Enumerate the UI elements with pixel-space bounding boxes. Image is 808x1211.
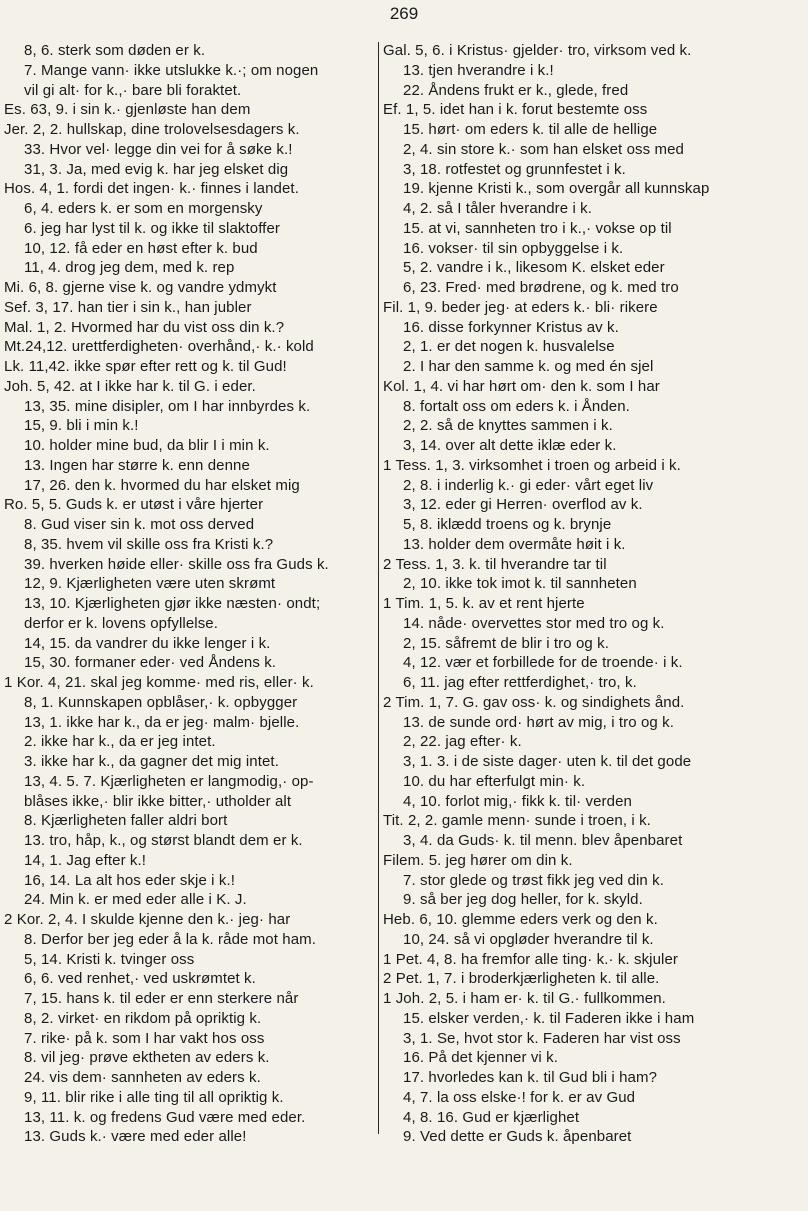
concordance-line: Lk. 11,42. ikke spør efter rett og k. til Gud! xyxy=(4,358,287,375)
concordance-line: Mi. 6, 8. gjerne vise k. og vandre ydmykt xyxy=(4,279,277,296)
concordance-line: 24. vis dem· sannheten av eders k. xyxy=(24,1069,261,1086)
concordance-line: 19. kjenne Kristi k., som overgår all kunnskap xyxy=(403,180,710,198)
concordance-line: 33. Hvor vel· legge din vei for å søke k.! xyxy=(24,140,293,158)
concordance-line: 6, 6. ved renhet,· ved uskrømtet k. xyxy=(24,970,256,988)
concordance-line: 16. disse forkynner Kristus av k. xyxy=(403,318,619,336)
concordance-line: 17, 26. den k. hvormed du har elsket mig xyxy=(24,476,300,494)
concordance-line: 8. Kjærligheten faller aldri bort xyxy=(24,812,228,830)
concordance-line: 15. at vi, sannheten tro i k.,· vokse op til xyxy=(403,219,672,237)
concordance-line: 6, 23. Fred· med brødrene, og k. med tro xyxy=(403,279,679,296)
concordance-line: Ef. 1, 5. idet han i k. forut bestemte oss xyxy=(383,101,648,119)
concordance-line: 4, 12. vær et forbillede for de troende· i k. xyxy=(403,654,683,672)
concordance-line: 7. stor glede og trøst fikk jeg ved din k. xyxy=(403,871,664,889)
concordance-line: 8, 2. virket· en rikdom på opriktig k. xyxy=(24,1009,262,1027)
concordance-line: 2, 1. er det nogen k. husvalelse xyxy=(403,338,615,356)
concordance-line: 13. tjen hverandre i k.! xyxy=(403,61,554,79)
concordance-line: 5, 8. iklædd troens og k. brynje xyxy=(403,516,612,533)
concordance-line: 8. vil jeg· prøve ektheten av eders k. xyxy=(24,1049,270,1067)
concordance-line: 15. hørt· om eders k. til alle de hellige xyxy=(403,121,658,138)
concordance-line: 31, 3. Ja, med evig k. har jeg elsket dig xyxy=(24,160,289,178)
concordance-line: 16. På det kjenner vi k. xyxy=(403,1049,558,1067)
concordance-line: 8, 1. Kunnskapen opblåser,· k. opbygger xyxy=(24,693,298,711)
concordance-line: 2. ikke har k., da er jeg intet. xyxy=(24,733,216,751)
concordance-line: 13. holder dem overmåte høit i k. xyxy=(403,535,626,553)
concordance-line: 14, 15. da vandrer du ikke lenger i k. xyxy=(24,634,271,652)
concordance-line: 13, 11. k. og fredens Gud være med eder. xyxy=(24,1108,306,1126)
concordance-line: 2, 15. såfremt de blir i tro og k. xyxy=(403,634,609,652)
concordance-line: Hos. 4, 1. fordi det ingen· k.· finnes i landet. xyxy=(4,180,299,198)
concordance-line: Sef. 3, 17. han tier i sin k., han jubler xyxy=(4,298,252,316)
concordance-line: 6, 4. eders k. er som en morgensky xyxy=(24,200,263,217)
concordance-line: 8, 35. hvem vil skille oss fra Kristi k.? xyxy=(24,535,274,553)
concordance-line: 7, 15. hans k. til eder er enn sterkere når xyxy=(24,990,299,1007)
concordance-line: 10, 24. så vi opgløder hverandre til k. xyxy=(403,930,654,948)
concordance-line: 8. Derfor ber jeg eder å la k. råde mot ham. xyxy=(24,930,317,948)
concordance-line: 1 Tess. 1, 3. virksomhet i troen og arbeid i k. xyxy=(383,456,681,474)
concordance-line: 15, 30. formaner eder· ved Åndens k. xyxy=(24,654,277,672)
concordance-line: Fil. 1, 9. beder jeg· at eders k.· bli· rikere xyxy=(383,298,658,316)
concordance-line: 11, 4. drog jeg dem, med k. rep xyxy=(24,259,235,277)
concordance-line: Es. 63, 9. i sin k.· gjenløste han dem xyxy=(4,101,251,119)
concordance-line: 1 Pet. 4, 8. ha fremfor alle ting· k.· k. skjuler xyxy=(383,950,679,968)
concordance-line: 2, 2. så de knyttes sammen i k. xyxy=(403,417,613,435)
concordance-line: 2. I har den samme k. og med én sjel xyxy=(403,358,654,375)
concordance-line: Jer. 2, 2. hullskap, dine trolovelsesdagers k. xyxy=(4,121,300,138)
concordance-line: 22. Åndens frukt er k., glede, fred xyxy=(403,81,629,99)
concordance-line: 13, 35. mine disipler, om I har innbyrdes k. xyxy=(24,397,311,415)
concordance-line: 13, 1. ikke har k., da er jeg· malm· bjelle. xyxy=(24,713,300,731)
concordance-line: 1 Kor. 4, 21. skal jeg komme· med ris, eller· k. xyxy=(4,674,314,691)
concordance-line: Tit. 2, 2. gamle menn· sunde i troen, i k. xyxy=(383,812,651,830)
concordance-line: 2 Kor. 2, 4. I skulde kjenne den k.· jeg· har xyxy=(4,911,291,928)
concordance-line: derfor er k. lovens opfyllelse. xyxy=(24,614,219,632)
concordance-line: 8, 6. sterk som døden er k. xyxy=(24,42,206,59)
concordance-line: 14, 1. Jag efter k.! xyxy=(24,851,147,869)
concordance-line: 24. Min k. er med eder alle i K. J. xyxy=(24,891,247,909)
concordance-line: Mt.24,12. urettferdigheten· overhånd,· k.· kold xyxy=(4,338,314,356)
concordance-line: 2, 22. jag efter· k. xyxy=(403,733,522,751)
concordance-line: 4, 8. 16. Gud er kjærlighet xyxy=(403,1108,580,1126)
concordance-line: 9, 11. blir rike i alle ting til all opriktig k. xyxy=(24,1088,284,1106)
page-number: 269 xyxy=(389,4,419,23)
concordance-line: 4, 2. så I tåler hverandre i k. xyxy=(403,200,593,217)
concordance-line: 13, 4. 5. 7. Kjærligheten er langmodig,· op- xyxy=(24,772,314,790)
concordance-line: 3, 14. over alt dette iklæ eder k. xyxy=(403,437,617,454)
concordance-line: 3. ikke har k., da gagner det mig intet. xyxy=(24,753,279,770)
concordance-line: Gal. 5, 6. i Kristus· gjelder· tro, virksom ved k. xyxy=(383,42,692,59)
concordance-line: Heb. 6, 10. glemme eders verk og den k. xyxy=(383,911,658,928)
concordance-line: 2, 4. sin store k.· som han elsket oss med xyxy=(403,140,684,158)
concordance-line: 1 Joh. 2, 5. i ham er· k. til G.· fullkommen. xyxy=(383,990,666,1007)
concordance-line: 2 Tim. 1, 7. G. gav oss· k. og sindighets ånd. xyxy=(383,693,685,711)
concordance-line: 3, 18. rotfestet og grunnfestet i k. xyxy=(403,160,626,178)
left-column xyxy=(4,41,376,1147)
concordance-line: 13. Ingen har større k. enn denne xyxy=(24,456,250,474)
concordance-line: 3, 12. eder gi Herren· overflod av k. xyxy=(403,496,643,514)
concordance-line: Ro. 5, 5. Guds k. er utøst i våre hjerter xyxy=(4,496,264,514)
concordance-line: 5, 2. vandre i k., likesom K. elsket eder xyxy=(403,259,665,277)
concordance-line: 3, 1. Se, hvot stor k. Faderen har vist oss xyxy=(403,1029,681,1047)
concordance-line: 8. Gud viser sin k. mot oss derved xyxy=(24,516,255,533)
concordance-line: 10, 12. få eder en høst efter k. bud xyxy=(24,239,258,257)
concordance-line: 13. tro, håp, k., og størst blandt dem er k. xyxy=(24,832,303,849)
concordance-line: 10. du har efterfulgt min· k. xyxy=(403,772,586,790)
concordance-line: 3, 1. 3. i de siste dager· uten k. til det gode xyxy=(403,753,692,770)
concordance-line: 4, 10. forlot mig,· fikk k. til· verden xyxy=(403,792,632,810)
concordance-line: 8. fortalt oss om eders k. i Ånden. xyxy=(403,397,630,415)
concordance-line: 2 Tess. 1, 3. k. til hverandre tar til xyxy=(383,555,607,573)
concordance-line: 9. Ved dette er Guds k. åpenbaret xyxy=(403,1128,632,1146)
concordance-line: 2 Pet. 1, 7. i broderkjærligheten k. til alle. xyxy=(383,970,660,988)
concordance-line: 39. hverken høide eller· skille oss fra Guds k. xyxy=(24,555,329,573)
concordance-line: 7. Mange vann· ikke utslukke k.·; om nogen xyxy=(24,61,319,79)
concordance-line: 7. rike· på k. som I har vakt hos oss xyxy=(24,1029,265,1047)
concordance-line: 15, 9. bli i min k.! xyxy=(24,417,139,435)
concordance-line: 13. Guds k.· være med eder alle! xyxy=(24,1128,247,1146)
concordance-line: vil gi alt· for k.,· bare bli foraktet. xyxy=(24,81,242,99)
concordance-line: 6. jeg har lyst til k. og ikke til slaktoffer xyxy=(24,219,280,237)
concordance-line: 15. elsker verden,· k. til Faderen ikke i ham xyxy=(403,1009,695,1027)
concordance-line: Joh. 5, 42. at I ikke har k. til G. i eder. xyxy=(4,377,256,395)
concordance-line: 2, 8. i inderlig k.· gi eder· vårt eget liv xyxy=(403,476,654,494)
concordance-line: 12, 9. Kjærligheten være uten skrømt xyxy=(24,575,276,593)
column-divider xyxy=(378,42,379,1134)
concordance-line: 4, 7. la oss elske·! for k. er av Gud xyxy=(403,1088,636,1106)
concordance-line: 16. vokser· til sin opbyggelse i k. xyxy=(403,239,624,257)
concordance-line: 2, 10. ikke tok imot k. til sannheten xyxy=(403,575,637,593)
concordance-line: Filem. 5. jeg hører om din k. xyxy=(383,851,573,869)
concordance-line: Kol. 1, 4. vi har hørt om· den k. som I har xyxy=(383,377,660,395)
concordance-line: 6, 11. jag efter rettferdighet,· tro, k. xyxy=(403,674,637,691)
concordance-line: 16, 14. La alt hos eder skje i k.! xyxy=(24,871,236,889)
concordance-line: 17. hvorledes kan k. til Gud bli i ham? xyxy=(403,1069,658,1086)
concordance-line: 9. så ber jeg dog heller, for k. skyld. xyxy=(403,891,643,909)
concordance-line: 14. nåde· overvettes stor med tro og k. xyxy=(403,614,665,632)
concordance-line: 3, 4. da Guds· k. til menn. blev åpenbaret xyxy=(403,832,683,849)
concordance-line: Mal. 1, 2. Hvormed har du vist oss din k.? xyxy=(4,318,285,336)
concordance-line: 13, 10. Kjærligheten gjør ikke næsten· ondt; xyxy=(24,595,321,612)
concordance-line: blåses ikke,· blir ikke bitter,· utholder alt xyxy=(24,792,292,810)
right-column xyxy=(383,41,805,1147)
concordance-line: 1 Tim. 1, 5. k. av et rent hjerte xyxy=(383,595,585,612)
concordance-line: 5, 14. Kristi k. tvinger oss xyxy=(24,950,195,968)
concordance-line: 10. holder mine bud, da blir I i min k. xyxy=(24,437,270,454)
concordance-line: 13. de sunde ord· hørt av mig, i tro og k. xyxy=(403,713,674,731)
